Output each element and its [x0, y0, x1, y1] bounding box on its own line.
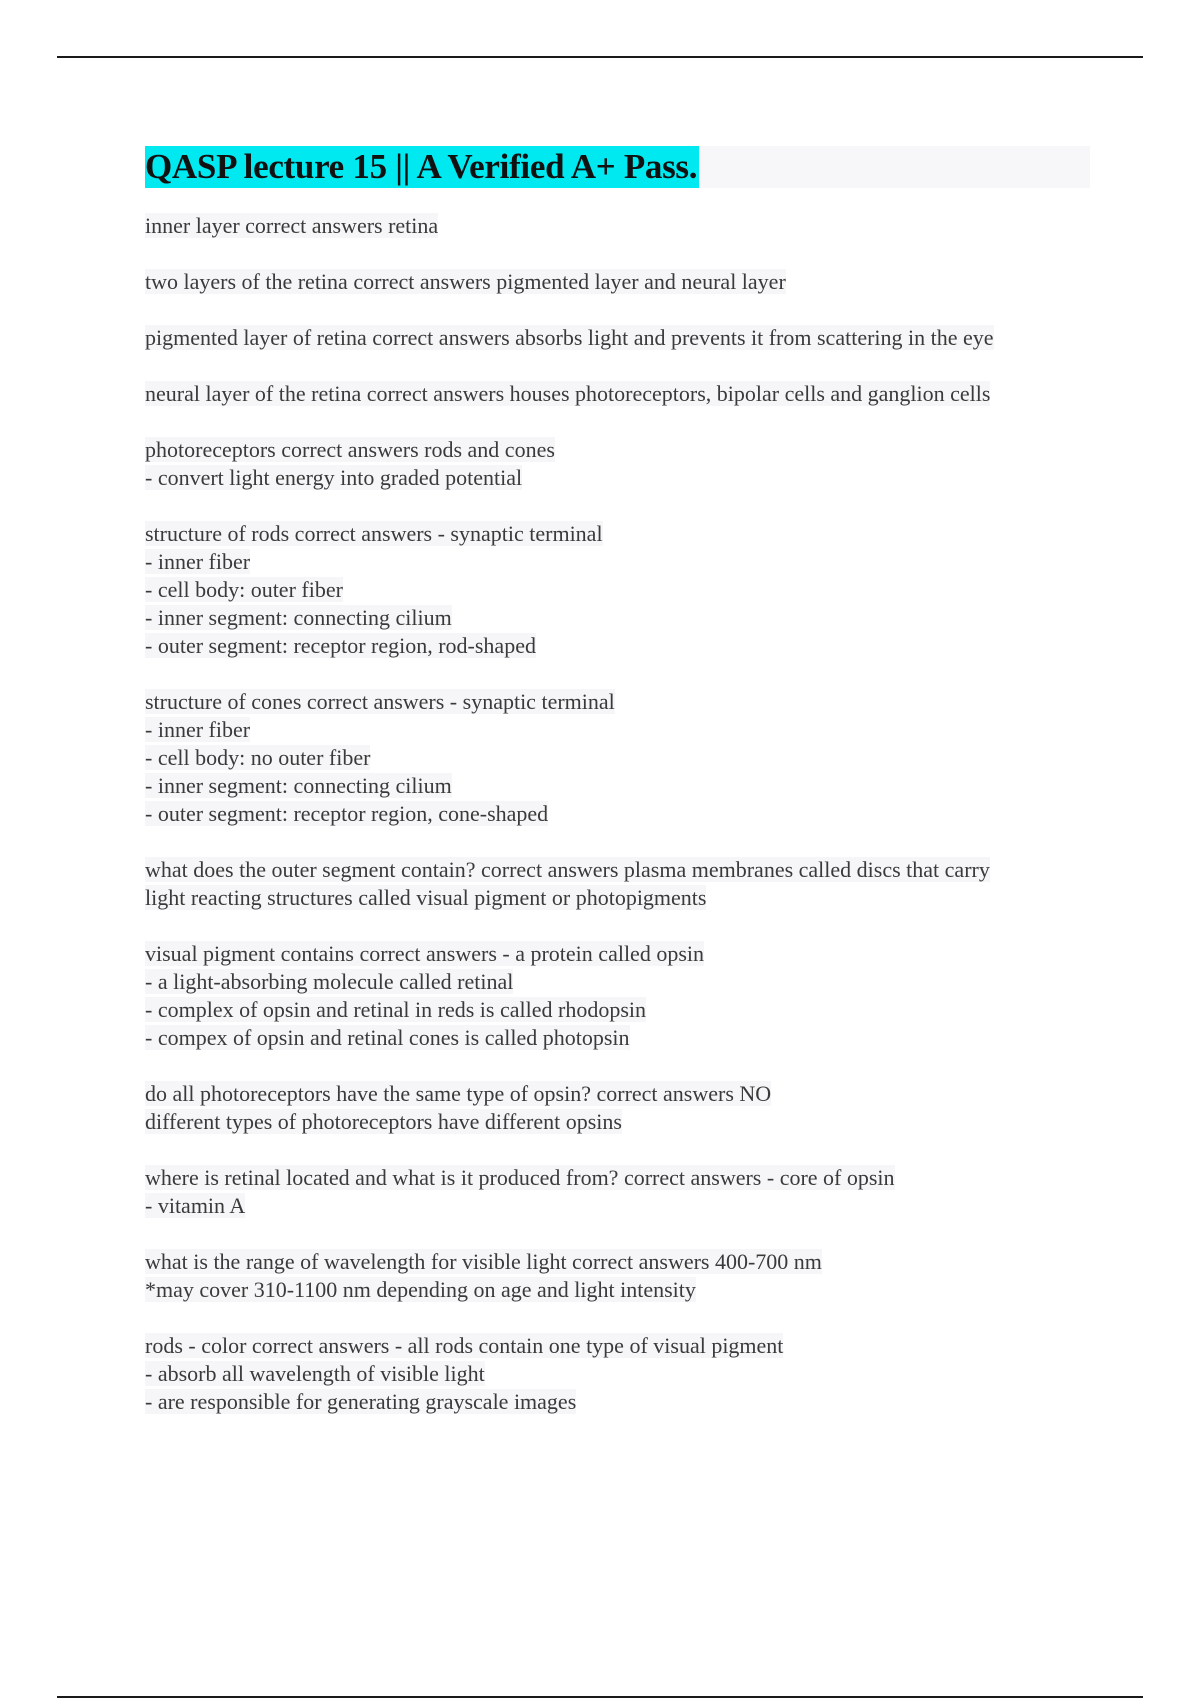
flashcard-entry	[145, 940, 1090, 1052]
flashcard-entry	[145, 268, 1090, 296]
entry-text: - vitamin A	[145, 1193, 246, 1218]
entry-text: - absorb all wavelength of visible light	[145, 1361, 485, 1386]
entry-text: structure of cones correct answers - synaptic terminal	[145, 689, 615, 714]
entry-text: visual pigment contains correct answers - a protein called opsin	[145, 941, 704, 966]
entry-answer-line	[145, 968, 1090, 996]
entry-text: - inner fiber	[145, 549, 251, 574]
entry-question-line	[145, 1248, 1090, 1276]
flashcard-entry	[145, 1164, 1090, 1220]
entry-text: - a light-absorbing molecule called retinal	[145, 969, 514, 994]
entry-answer-line	[145, 716, 1090, 744]
entry-text: - outer segment: receptor region, rod-shaped	[145, 633, 536, 658]
entry-answer-line	[145, 1108, 1090, 1136]
entry-text: rods - color correct answers - all rods contain one type of visual pigment	[145, 1333, 784, 1358]
entry-text: - inner fiber	[145, 717, 251, 742]
entry-answer-line	[145, 576, 1090, 604]
entry-text: do all photoreceptors have the same type of opsin? correct answers NO	[145, 1081, 772, 1106]
entry-question-line	[145, 520, 1090, 548]
flashcard-entry	[145, 436, 1090, 492]
entry-text: - compex of opsin and retinal cones is called photopsin	[145, 1025, 630, 1050]
flashcard-entry	[145, 212, 1090, 240]
flashcard-entry	[145, 1080, 1090, 1136]
document-body	[145, 146, 1090, 1444]
entry-text: - cell body: no outer fiber	[145, 745, 371, 770]
entry-answer-line	[145, 800, 1090, 828]
entry-text: - are responsible for generating grayscale images	[145, 1389, 577, 1414]
entry-question-line	[145, 1080, 1090, 1108]
flashcard-list	[145, 212, 1090, 1416]
entry-answer-line	[145, 1388, 1090, 1416]
entry-answer-line	[145, 464, 1090, 492]
flashcard-entry	[145, 520, 1090, 660]
entry-answer-line	[145, 744, 1090, 772]
entry-question-line	[145, 1164, 1090, 1192]
entry-question-line	[145, 436, 1090, 464]
entry-text: photoreceptors correct answers rods and cones	[145, 437, 555, 462]
entry-answer-line	[145, 1024, 1090, 1052]
document-title: QASP lecture 15 || A Verified A+ Pass.	[145, 147, 698, 186]
entry-question-line	[145, 1332, 1090, 1360]
entry-question-line	[145, 212, 1090, 240]
flashcard-entry	[145, 380, 1090, 408]
bottom-rule	[57, 1696, 1143, 1698]
entry-text: - convert light energy into graded potential	[145, 465, 523, 490]
entry-question-line	[145, 324, 1090, 352]
entry-answer-line	[145, 772, 1090, 800]
entry-text: what does the outer segment contain? correct answers plasma membranes called discs that carry	[145, 857, 990, 882]
entry-answer-line	[145, 632, 1090, 660]
entry-question-line	[145, 856, 1090, 884]
flashcard-entry	[145, 1248, 1090, 1304]
entry-question-line	[145, 940, 1090, 968]
entry-text: pigmented layer of retina correct answers absorbs light and prevents it from scattering in the eye	[145, 325, 994, 350]
entry-answer-line	[145, 1360, 1090, 1388]
top-rule	[57, 56, 1143, 58]
entry-text: neural layer of the retina correct answers houses photoreceptors, bipolar cells and ganglion cells	[145, 381, 991, 406]
entry-text: light reacting structures called visual pigment or photopigments	[145, 885, 707, 910]
entry-text: inner layer correct answers retina	[145, 213, 439, 238]
entry-answer-line	[145, 1276, 1090, 1304]
entry-answer-line	[145, 1192, 1090, 1220]
entry-text: - inner segment: connecting cilium	[145, 605, 452, 630]
entry-text: - complex of opsin and retinal in reds is called rhodopsin	[145, 997, 646, 1022]
entry-answer-line	[145, 604, 1090, 632]
flashcard-entry	[145, 688, 1090, 828]
entry-text: different types of photoreceptors have different opsins	[145, 1109, 622, 1134]
flashcard-entry	[145, 856, 1090, 912]
entry-answer-line	[145, 884, 1090, 912]
flashcard-entry	[145, 1332, 1090, 1416]
entry-text: structure of rods correct answers - synaptic terminal	[145, 521, 603, 546]
entry-text: where is retinal located and what is it produced from? correct answers - core of opsin	[145, 1165, 895, 1190]
entry-text: *may cover 310-1100 nm depending on age and light intensity	[145, 1277, 696, 1302]
entry-text: - inner segment: connecting cilium	[145, 773, 452, 798]
entry-answer-line	[145, 996, 1090, 1024]
entry-text: - outer segment: receptor region, cone-shaped	[145, 801, 549, 826]
entry-question-line	[145, 688, 1090, 716]
title-band	[145, 146, 1090, 188]
entry-text: two layers of the retina correct answers pigmented layer and neural layer	[145, 269, 786, 294]
flashcard-entry	[145, 324, 1090, 352]
entry-text: - cell body: outer fiber	[145, 577, 343, 602]
entry-answer-line	[145, 548, 1090, 576]
entry-question-line	[145, 380, 1090, 408]
entry-text: what is the range of wavelength for visible light correct answers 400-700 nm	[145, 1249, 822, 1274]
entry-question-line	[145, 268, 1090, 296]
